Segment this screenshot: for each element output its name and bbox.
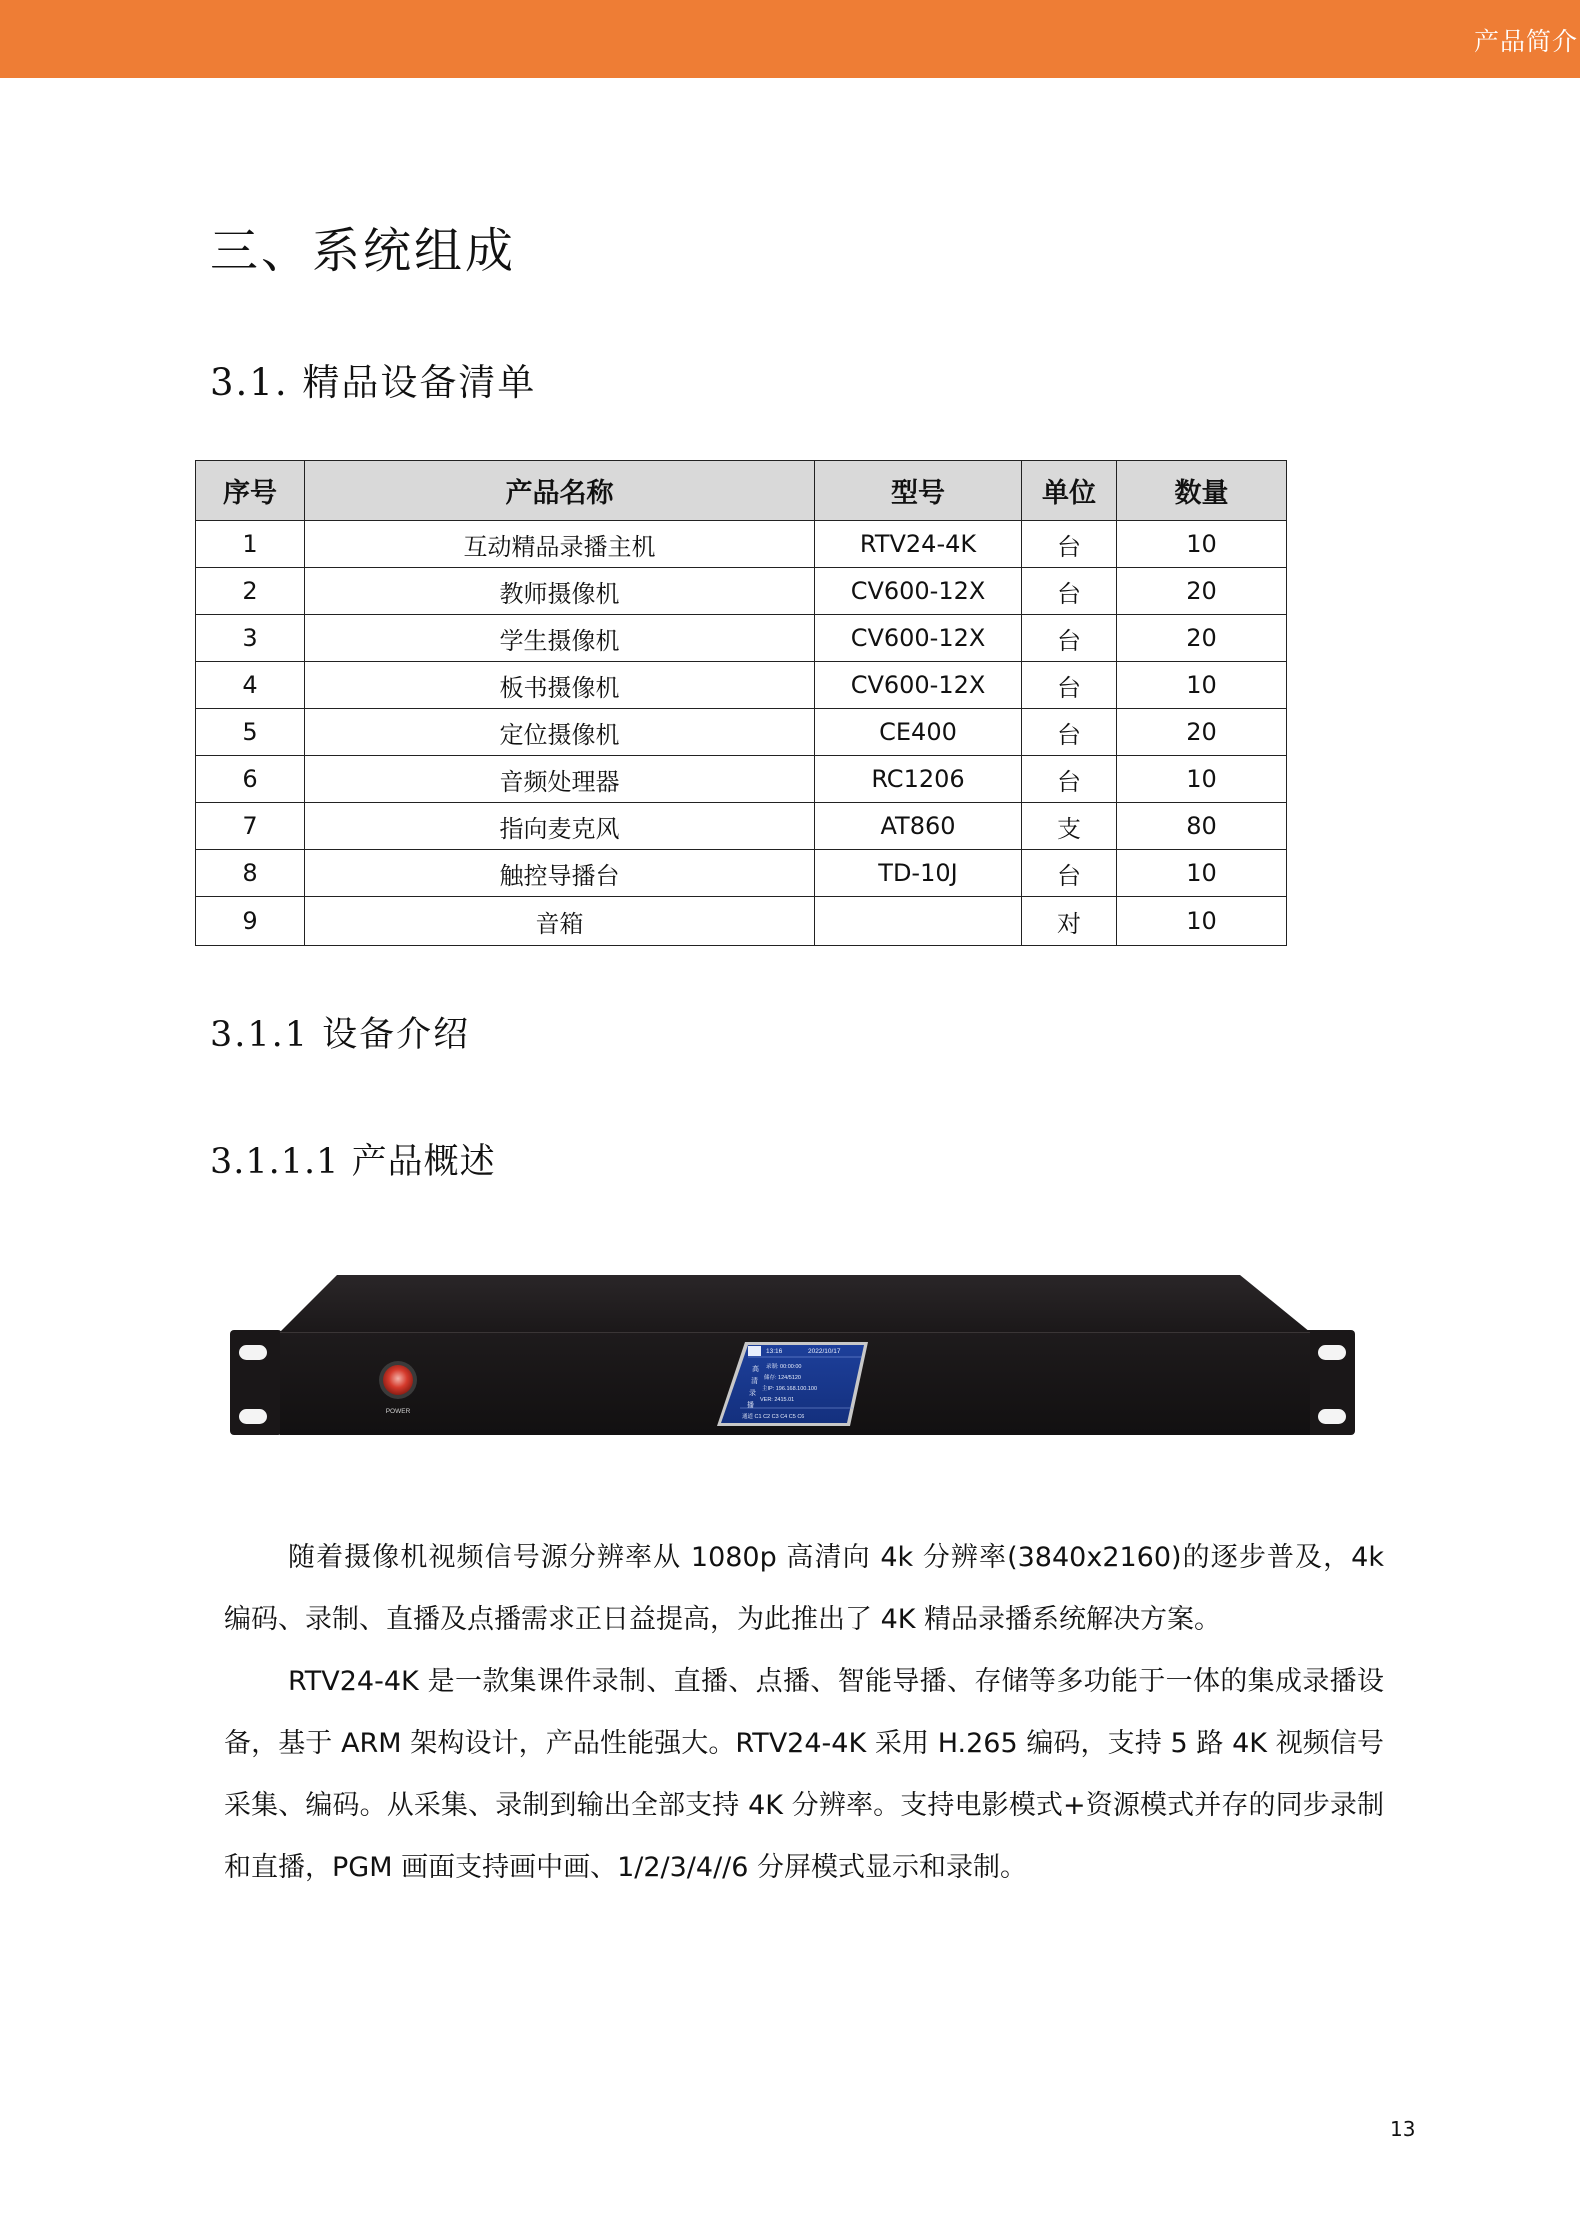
cell-qty: 80 xyxy=(1117,803,1287,850)
lcd-side-label-2: 清 xyxy=(751,1378,758,1385)
column-header-unit: 单位 xyxy=(1022,461,1117,521)
equipment-table xyxy=(195,460,1287,946)
cell-name: 板书摄像机 xyxy=(305,662,815,709)
lcd-line-version: VER: 2415.01 xyxy=(760,1397,795,1403)
subsubsection-heading: 3.1.1.1 产品概述 xyxy=(210,1142,496,1182)
cell-model xyxy=(815,897,1022,946)
cell-model: CV600-12X xyxy=(815,568,1022,615)
subsection-heading: 3.1.1 设备介绍 xyxy=(210,1015,471,1055)
cell-name: 学生摄像机 xyxy=(305,615,815,662)
lcd-line-ip: 主IP: 196.168.100.100 xyxy=(762,1386,818,1392)
table-row xyxy=(196,756,1287,803)
table-row xyxy=(196,568,1287,615)
cell-name: 教师摄像机 xyxy=(305,568,815,615)
cell-no: 7 xyxy=(196,803,305,850)
cell-model: AT860 xyxy=(815,803,1022,850)
table-row xyxy=(196,803,1287,850)
recorder-device-illustration xyxy=(225,1275,1360,1450)
cell-name: 互动精品录播主机 xyxy=(305,521,815,568)
cell-qty: 20 xyxy=(1117,568,1287,615)
table-row xyxy=(196,521,1287,568)
table-row xyxy=(196,615,1287,662)
product-image xyxy=(225,1275,1360,1450)
column-header-qty: 数量 xyxy=(1117,461,1287,521)
column-header-name: 产品名称 xyxy=(305,461,815,521)
cell-unit: 台 xyxy=(1022,709,1117,756)
table-row xyxy=(196,897,1287,946)
cell-qty: 10 xyxy=(1117,897,1287,946)
cell-model: CV600-12X xyxy=(815,615,1022,662)
cell-no: 8 xyxy=(196,850,305,897)
table-row xyxy=(196,709,1287,756)
cell-unit: 台 xyxy=(1022,850,1117,897)
cell-model: CE400 xyxy=(815,709,1022,756)
cell-no: 4 xyxy=(196,662,305,709)
cell-no: 1 xyxy=(196,521,305,568)
cell-unit: 台 xyxy=(1022,662,1117,709)
cell-qty: 10 xyxy=(1117,662,1287,709)
cell-no: 3 xyxy=(196,615,305,662)
cell-name: 音频处理器 xyxy=(305,756,815,803)
lcd-line-storage: 储存: 124/5120 xyxy=(764,1375,801,1381)
cell-model: RC1206 xyxy=(815,756,1022,803)
cell-qty: 20 xyxy=(1117,709,1287,756)
cell-unit: 台 xyxy=(1022,615,1117,662)
header-bar xyxy=(0,0,1580,78)
section-heading: 3.1. 精品设备清单 xyxy=(210,361,537,404)
cell-name: 指向麦克风 xyxy=(305,803,815,850)
cell-model: TD-10J xyxy=(815,850,1022,897)
lcd-time: 13:16 xyxy=(766,1348,783,1355)
cell-qty: 20 xyxy=(1117,615,1287,662)
lcd-footer: 通道 C1 C2 C3 C4 C5 C6 xyxy=(742,1414,805,1420)
cell-qty: 10 xyxy=(1117,850,1287,897)
cell-unit: 台 xyxy=(1022,756,1117,803)
cell-model: RTV24-4K xyxy=(815,521,1022,568)
table-row xyxy=(196,662,1287,709)
cell-unit: 对 xyxy=(1022,897,1117,946)
power-label: POWER xyxy=(385,1408,411,1415)
cell-no: 5 xyxy=(196,709,305,756)
cell-model: CV600-12X xyxy=(815,662,1022,709)
cell-qty: 10 xyxy=(1117,521,1287,568)
chapter-heading: 三、系统组成 xyxy=(210,223,517,279)
lcd-side-label-4: 播 xyxy=(747,1402,754,1409)
cell-unit: 台 xyxy=(1022,521,1117,568)
cell-qty: 10 xyxy=(1117,756,1287,803)
lcd-side-label-1: 高 xyxy=(752,1366,759,1373)
cell-name: 定位摄像机 xyxy=(305,709,815,756)
column-header-model: 型号 xyxy=(815,461,1022,521)
table-header-row xyxy=(196,461,1287,521)
paragraph-description: RTV24-4K 是一款集课件录制、直播、点播、智能导播、存储等多功能于一体的集成录播设备，基于 ARM 架构设计，产品性能强大。RTV24-4K 采用 H.265 编码，支持 5 路 4K 视频信号采集、编码。从采集、录制到输出全部支持 4K 分辨率。支持电影模式+资源模式并存的同步录制和直播，PGM 画面支持画中画、1/2/3/4//6 分屏模式显示和录制。 xyxy=(224,1666,1384,1883)
cell-name: 音箱 xyxy=(305,897,815,946)
column-header-no: 序号 xyxy=(196,461,305,521)
cell-no: 9 xyxy=(196,897,305,946)
page-number: 13 xyxy=(1390,2117,1416,2141)
table-row xyxy=(196,850,1287,897)
cell-no: 6 xyxy=(196,756,305,803)
lcd-line-record: 录制: 00:00:00 xyxy=(766,1364,802,1370)
cell-unit: 支 xyxy=(1022,803,1117,850)
header-section-label: 产品简介 xyxy=(1473,27,1578,56)
device-top-face xyxy=(280,1275,1310,1332)
cell-unit: 台 xyxy=(1022,568,1117,615)
paragraph-intro: 随着摄像机视频信号源分辨率从 1080p 高清向 4k 分辨率(3840x2160)的逐步普及，4k 编码、录制、直播及点播需求正日益提高，为此推出了 4K 精品录播系统解决方案。 xyxy=(224,1542,1384,1635)
lcd-date: 2022/10/17 xyxy=(808,1348,841,1355)
cell-no: 2 xyxy=(196,568,305,615)
cell-name: 触控导播台 xyxy=(305,850,815,897)
lcd-side-label-3: 录 xyxy=(749,1390,756,1397)
